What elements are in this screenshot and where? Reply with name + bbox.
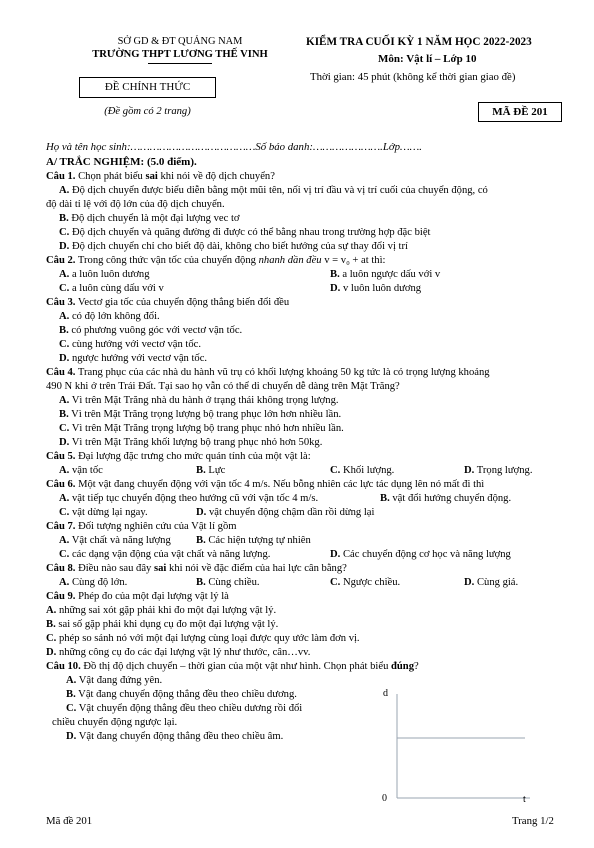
q4-option-a: A. Vì trên Mặt Trăng nhà du hành ở trạng thái không trọng lượng.: [59, 395, 339, 406]
displacement-time-graph: [365, 686, 540, 806]
student-info-line: [46, 141, 422, 153]
q2-option-a: A. a luôn luôn dương: [59, 269, 150, 280]
q3-stem: Câu 3. Vectơ gia tốc của chuyển động thẳng biến đổi đều: [46, 297, 290, 308]
student-class-field: Lớp…….: [382, 141, 422, 153]
exam-title: KIỂM TRA CUỐI KỲ 1 NĂM HỌC 2022-2023: [306, 36, 532, 48]
q4-stem-cont: 490 N khi ở trên Trái Đất. Tại sao họ vẫn có thể di chuyển dễ dàng trên Mặt Trăng?: [46, 381, 400, 392]
q3-option-d: D. ngược hướng với vectơ vận tốc.: [59, 353, 208, 364]
q6-option-c: C. vật dừng lại ngay.: [59, 507, 148, 518]
q2-stem: Câu 2. Trong công thức vận tốc của chuyển động nhanh dần đều v = v₀ + at thì:: [46, 255, 386, 266]
x-axis-label: t: [523, 794, 526, 805]
q9-option-a: A. những sai xót gặp phải khi đo một đại lượng vật lý.: [46, 605, 277, 616]
q2-option-c: C. a luôn cùng dấu với v: [59, 283, 164, 294]
q2-option-d: D. v luôn luôn dương: [330, 283, 422, 294]
pages-note: (Đề gồm có 2 trang): [104, 106, 191, 117]
q10-option-d: D. Vật đang chuyển động thẳng đều theo chiều âm.: [66, 731, 284, 742]
q4-stem: Câu 4. Trang phục của các nhà du hành vũ trụ có khối lượng khoảng 50 kg tức là có trọng lượng khoảng: [46, 367, 490, 378]
q1-option-a-cont: độ dài tỉ lệ với độ lớn của độ dịch chuyển.: [46, 199, 225, 210]
q1-option-b: B. Độ dịch chuyển là một đại lượng vec tơ: [59, 213, 240, 224]
school-name: TRƯỜNG THPT LƯƠNG THẾ VINH: [92, 49, 268, 60]
footer-code: Mã đề 201: [46, 815, 93, 827]
q1-option-a: A. Độ dịch chuyển được biểu diễn bằng một mũi tên, nối vị trí đầu và vị trí cuối của chuyển động, có: [59, 185, 488, 196]
q6-option-a: A. vật tiếp tục chuyển động theo hướng cũ với vận tốc 4 m/s.: [59, 493, 319, 504]
q1-option-d: D. Độ dịch chuyển chỉ cho biết độ dài, không cho biết hướng của sự thay đổi vị trí: [59, 241, 408, 252]
q9-stem: Câu 9. Phép đo của một đại lượng vật lý là: [46, 591, 229, 602]
q9-option-c: C. phép so sánh nó với một đại lượng cùng loại được quy ước làm đơn vị.: [46, 633, 360, 644]
school-underline: [148, 63, 212, 64]
q10-option-c-cont: chiều chuyển động ngược lại.: [52, 717, 178, 728]
q5-stem: Câu 5. Đại lượng đặc trưng cho mức quán tính của một vật là:: [46, 451, 311, 462]
q6-stem: Câu 6. Một vật đang chuyển động với vận tốc 4 m/s. Nếu bỗng nhiên các lực tác dụng lên nó mất đi thì: [46, 479, 485, 490]
q5-option-d: D. Trọng lượng.: [464, 465, 533, 476]
section-a-title: A/ TRẮC NGHIỆM: (5.0 điểm).: [46, 156, 197, 168]
q1-option-c: C. Độ dịch chuyển và quãng đường đi được có thể bằng nhau trong trường hợp đặc biệt: [59, 227, 431, 238]
q3-option-b: B. có phương vuông góc với vectơ vận tốc.: [59, 325, 243, 336]
q5-option-c: C. Khối lượng.: [330, 465, 395, 476]
q6-option-b: B. vật đổi hướng chuyển động.: [380, 493, 512, 504]
q6-option-d: D. vật chuyển động chậm dần rồi dừng lại: [196, 507, 375, 518]
q7-option-d: D. Các chuyển động cơ học và năng lượng: [330, 549, 511, 560]
q5-option-b: B. Lực: [196, 465, 226, 476]
q10-stem: Câu 10. Đồ thị độ dịch chuyển – thời gian của một vật như hình. Chọn phát biểu đúng?: [46, 661, 419, 672]
q10-option-a: A. Vật đang đứng yên.: [66, 675, 163, 686]
exam-code: MÃ ĐỀ 201: [492, 106, 548, 118]
student-sbd-field: Số báo danh:………………….: [255, 141, 383, 153]
q10-option-b: B. Vật đang chuyển động thẳng đều theo chiều dương.: [66, 689, 297, 700]
q8-option-b: B. Cùng chiều.: [196, 577, 260, 588]
q7-stem: Câu 7. Đối tượng nghiên cứu của Vật lí gồm: [46, 521, 237, 532]
q2-option-b: B. a luôn ngược dấu với v: [330, 269, 441, 280]
q8-option-a: A. Cùng độ lớn.: [59, 577, 128, 588]
origin-label: 0: [382, 793, 387, 804]
official-label: ĐỀ CHÍNH THỨC: [104, 81, 191, 93]
q4-option-d: D. Vì trên Mặt Trăng khối lượng bộ trang phục nhỏ hơn 50kg.: [59, 437, 323, 448]
q10-option-c: C. Vật chuyển động thẳng đều theo chiều dương rồi đổi: [66, 703, 303, 714]
q4-option-b: B. Vì trên Mặt Trăng trọng lượng bộ trang phục lớn hơn nhiều lần.: [59, 409, 342, 420]
q8-stem: Câu 8. Điều nào sau đây sai khi nói về đặc điểm của hai lực cân bằng?: [46, 563, 347, 574]
q7-option-b: B. Các hiện tượng tự nhiên: [196, 535, 311, 546]
dept-name: SỞ GD & ĐT QUẢNG NAM: [117, 36, 243, 47]
q5-option-a: A. vận tốc: [59, 465, 103, 476]
exam-time: Thời gian: 45 phút (không kể thời gian giao đề): [310, 71, 516, 83]
q4-option-c: C. Vì trên Mặt Trăng trọng lượng bộ trang phục nhỏ hơn nhiều lần.: [59, 423, 344, 434]
q8-option-c: C. Ngược chiều.: [330, 577, 401, 588]
subject: Môn: Vật lí – Lớp 10: [378, 53, 477, 65]
q9-option-b: B. sai số gặp phải khi dụng cụ đo một đại lượng vật lý.: [46, 619, 279, 630]
q9-option-d: D. những công cụ đo các đại lượng vật lý như thước, cân…vv.: [46, 647, 311, 658]
footer-page: Trang 1/2: [512, 815, 554, 827]
q7-option-a: A. Vật chất và năng lượng: [59, 535, 171, 546]
q1-stem: Câu 1. Chọn phát biểu sai khi nói về độ dịch chuyển?: [46, 171, 275, 182]
q7-option-c: C. các dạng vận động của vật chất và năng lượng.: [59, 549, 271, 560]
student-name-field: Họ và tên học sinh:…………………………………: [46, 141, 256, 153]
q3-option-a: A. có độ lớn không đổi.: [59, 311, 160, 322]
q8-option-d: D. Cùng giá.: [464, 577, 519, 588]
y-axis-label: d: [383, 688, 388, 699]
q3-option-c: C. cùng hướng với vectơ vận tốc.: [59, 339, 202, 350]
